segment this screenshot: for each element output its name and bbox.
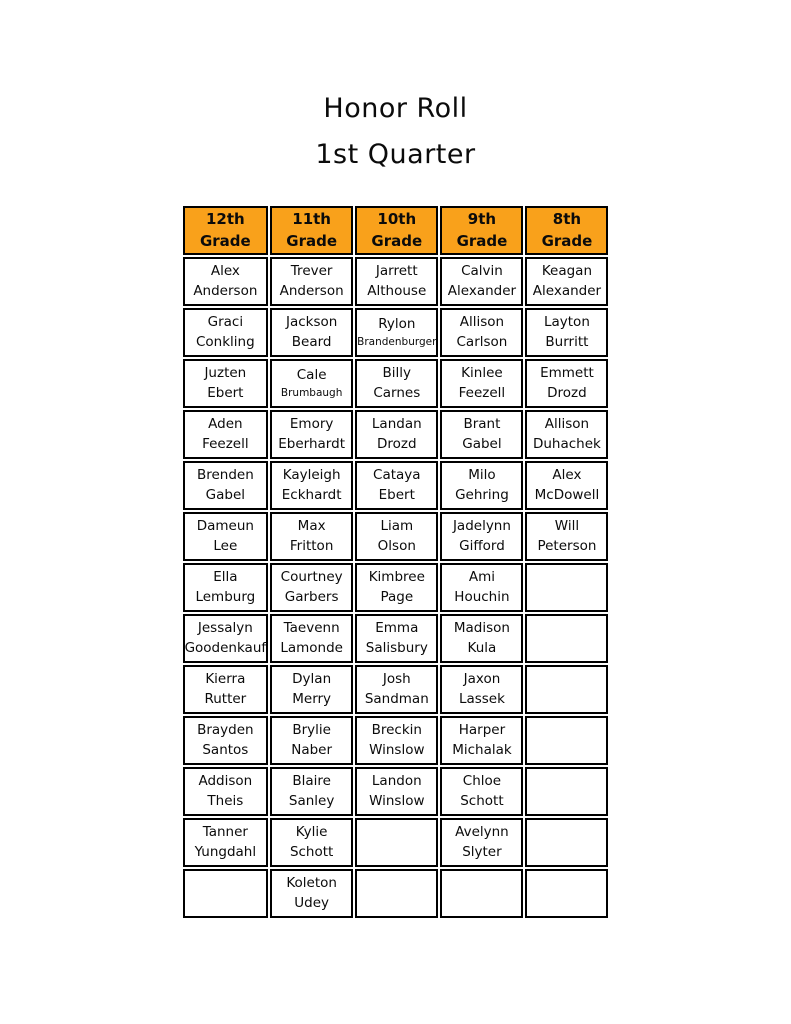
table-row: [183, 512, 609, 561]
student-cell: [183, 512, 269, 561]
student-last-name: Udey: [294, 895, 330, 912]
column-header-12th-grade: [183, 206, 269, 255]
student-last-name: Sanley: [288, 793, 335, 810]
header-row: [183, 206, 609, 255]
header-grade-word: Grade: [456, 232, 508, 251]
student-cell: [355, 257, 438, 306]
student-first-name: Juzten: [204, 365, 247, 382]
student-last-name: Alexander: [447, 283, 517, 300]
student-cell: [270, 359, 353, 408]
student-last-name: Drozd: [547, 385, 587, 402]
student-last-name: Goodenkauf: [184, 640, 267, 657]
student-first-name: Brylie: [292, 722, 331, 739]
student-first-name: Breckin: [371, 722, 422, 739]
empty-cell: [525, 614, 608, 663]
student-last-name: Gehring: [455, 487, 509, 504]
student-cell: [183, 767, 269, 816]
student-cell: [525, 359, 608, 408]
student-first-name: Taevenn: [283, 620, 340, 637]
student-cell: [270, 512, 353, 561]
student-cell: [355, 512, 438, 561]
empty-cell: [183, 869, 269, 918]
student-last-name: Gabel: [462, 436, 502, 453]
student-first-name: Calvin: [461, 263, 503, 280]
student-last-name: Lee: [213, 538, 238, 555]
student-cell: [183, 716, 269, 765]
student-cell: [355, 410, 438, 459]
header-grade-number: 8th: [552, 209, 582, 228]
student-last-name: Fritton: [289, 538, 334, 555]
column-header-9th-grade: [440, 206, 523, 255]
student-first-name: Emma: [375, 620, 419, 637]
document-title: [0, 0, 791, 179]
student-last-name: Olson: [377, 538, 416, 555]
student-last-name: Beard: [291, 334, 332, 351]
header-grade-word: Grade: [199, 232, 251, 251]
table-row: [183, 563, 609, 612]
student-first-name: Alex: [210, 263, 240, 280]
student-last-name: Feezell: [458, 385, 506, 402]
student-cell: [183, 665, 269, 714]
table-row: [183, 410, 609, 459]
student-cell: [440, 359, 523, 408]
student-first-name: Aden: [208, 416, 243, 433]
student-last-name: Rutter: [204, 691, 247, 708]
student-first-name: Jarrett: [375, 263, 418, 280]
table-header: [183, 206, 609, 255]
student-first-name: Addison: [198, 773, 253, 790]
student-first-name: Josh: [382, 671, 411, 688]
student-first-name: Keagan: [541, 263, 593, 280]
student-last-name: Brandenburger: [357, 335, 437, 348]
student-first-name: Layton: [543, 314, 590, 331]
student-cell: [440, 614, 523, 663]
student-first-name: Jadelynn: [452, 518, 511, 535]
student-last-name: Alexander: [532, 283, 602, 300]
title-line-honor-roll: Honor Roll: [323, 93, 468, 124]
table-row: [183, 767, 609, 816]
student-first-name: Brenden: [196, 467, 254, 484]
empty-cell: [525, 869, 608, 918]
student-first-name: Dylan: [292, 671, 332, 688]
column-header-10th-grade: [355, 206, 438, 255]
header-grade-word: Grade: [541, 232, 593, 251]
table-row: [183, 818, 609, 867]
student-first-name: Tanner: [202, 824, 248, 841]
student-first-name: Madison: [453, 620, 510, 637]
empty-cell: [440, 869, 523, 918]
student-cell: [525, 512, 608, 561]
student-first-name: Alex: [552, 467, 582, 484]
table-row: [183, 614, 609, 663]
student-first-name: Emory: [289, 416, 334, 433]
student-cell: [525, 257, 608, 306]
student-cell: [355, 767, 438, 816]
student-first-name: Ami: [468, 569, 495, 586]
student-first-name: Blaire: [292, 773, 331, 790]
student-last-name: Ebert: [378, 487, 415, 504]
student-last-name: Eckhardt: [281, 487, 342, 504]
student-last-name: Winslow: [369, 742, 425, 759]
student-last-name: Duhachek: [532, 436, 601, 453]
student-last-name: McDowell: [534, 487, 600, 504]
student-cell: [440, 512, 523, 561]
student-cell: [440, 716, 523, 765]
student-cell: [525, 308, 608, 357]
student-last-name: Burritt: [545, 334, 589, 351]
student-first-name: Kayleigh: [282, 467, 341, 484]
student-last-name: Gabel: [205, 487, 246, 504]
column-header-11th-grade: [270, 206, 353, 255]
student-first-name: Rylon: [378, 316, 416, 333]
student-last-name: Peterson: [537, 538, 597, 555]
student-first-name: Harper: [458, 722, 506, 739]
student-last-name: Lemburg: [195, 589, 256, 606]
header-grade-number: 12th: [205, 209, 245, 228]
student-last-name: Page: [380, 589, 414, 606]
student-cell: [270, 308, 353, 357]
student-cell: [440, 767, 523, 816]
student-cell: [270, 257, 353, 306]
table-row: [183, 665, 609, 714]
student-last-name: Theis: [207, 793, 244, 810]
student-cell: [355, 716, 438, 765]
empty-cell: [355, 869, 438, 918]
student-first-name: Allison: [544, 416, 590, 433]
student-last-name: Feezell: [202, 436, 249, 453]
student-cell: [440, 257, 523, 306]
student-last-name: Schott: [289, 844, 334, 861]
student-first-name: Landan: [371, 416, 422, 433]
student-cell: [440, 563, 523, 612]
student-first-name: Cataya: [373, 467, 421, 484]
empty-cell: [525, 563, 608, 612]
student-first-name: Kierra: [205, 671, 246, 688]
student-first-name: Kimbree: [368, 569, 425, 586]
table-row: [183, 869, 609, 918]
student-first-name: Jessalyn: [197, 620, 253, 637]
empty-cell: [525, 818, 608, 867]
student-last-name: Yungdahl: [194, 844, 257, 861]
student-last-name: Drozd: [377, 436, 417, 453]
student-cell: [355, 614, 438, 663]
student-last-name: Brumbaugh: [280, 386, 343, 399]
student-cell: [440, 665, 523, 714]
student-last-name: Carnes: [373, 385, 421, 402]
student-first-name: Liam: [380, 518, 414, 535]
student-cell: [355, 308, 438, 357]
student-first-name: Kinlee: [461, 365, 503, 382]
student-first-name: Will: [554, 518, 580, 535]
student-last-name: Anderson: [193, 283, 258, 300]
empty-cell: [525, 767, 608, 816]
student-first-name: Ella: [213, 569, 238, 586]
student-last-name: Sandman: [364, 691, 429, 708]
student-cell: [183, 563, 269, 612]
table-row: [183, 257, 609, 306]
student-cell: [355, 461, 438, 510]
student-first-name: Koleton: [286, 875, 337, 892]
student-cell: [355, 665, 438, 714]
student-cell: [440, 818, 523, 867]
honor-roll-table: [181, 204, 611, 920]
table-row: [183, 716, 609, 765]
student-last-name: Ebert: [207, 385, 244, 402]
student-last-name: Carlson: [456, 334, 508, 351]
student-cell: [270, 410, 353, 459]
student-first-name: Brayden: [197, 722, 254, 739]
student-cell: [270, 716, 353, 765]
empty-cell: [525, 716, 608, 765]
student-last-name: Kula: [467, 640, 497, 657]
student-last-name: Althouse: [367, 283, 427, 300]
student-last-name: Schott: [460, 793, 504, 810]
student-cell: [183, 359, 269, 408]
student-last-name: Santos: [202, 742, 249, 759]
student-last-name: Lassek: [458, 691, 505, 708]
student-first-name: Cale: [296, 367, 327, 384]
header-grade-number: 11th: [292, 209, 331, 228]
student-first-name: Chloe: [462, 773, 502, 790]
student-last-name: Eberhardt: [278, 436, 345, 453]
student-cell: [183, 461, 269, 510]
student-cell: [270, 665, 353, 714]
student-cell: [525, 410, 608, 459]
student-first-name: Trever: [290, 263, 333, 280]
student-first-name: Jackson: [285, 314, 338, 331]
empty-cell: [355, 818, 438, 867]
student-last-name: Lamonde: [280, 640, 343, 657]
student-first-name: Kylie: [295, 824, 328, 841]
student-cell: [440, 461, 523, 510]
student-first-name: Max: [297, 518, 326, 535]
student-cell: [183, 257, 269, 306]
student-last-name: Michalak: [452, 742, 512, 759]
table-row: [183, 461, 609, 510]
student-cell: [440, 410, 523, 459]
student-cell: [183, 410, 269, 459]
student-cell: [183, 614, 269, 663]
title-line-quarter: 1st Quarter: [315, 139, 476, 171]
student-first-name: Billy: [382, 365, 412, 382]
student-last-name: Gifford: [459, 538, 505, 555]
student-last-name: Salisbury: [365, 640, 428, 657]
student-first-name: Dameun: [196, 518, 254, 535]
student-last-name: Slyter: [462, 844, 502, 861]
student-cell: [183, 818, 269, 867]
student-last-name: Anderson: [279, 283, 344, 300]
student-cell: [270, 869, 353, 918]
student-last-name: Garbers: [284, 589, 339, 606]
header-grade-number: 10th: [377, 209, 417, 228]
student-cell: [270, 461, 353, 510]
student-first-name: Emmett: [540, 365, 594, 382]
student-last-name: Conkling: [196, 334, 255, 351]
table-body: [183, 257, 609, 918]
student-first-name: Allison: [459, 314, 505, 331]
header-grade-word: Grade: [286, 232, 338, 251]
student-cell: [440, 308, 523, 357]
header-grade-number: 9th: [467, 209, 497, 228]
student-first-name: Avelynn: [455, 824, 509, 841]
student-cell: [270, 614, 353, 663]
student-last-name: Merry: [292, 691, 332, 708]
student-last-name: Winslow: [369, 793, 425, 810]
student-first-name: Courtney: [280, 569, 343, 586]
student-cell: [270, 767, 353, 816]
column-header-8th-grade: [525, 206, 608, 255]
header-grade-word: Grade: [371, 232, 423, 251]
student-first-name: Jaxon: [463, 671, 501, 688]
student-cell: [270, 818, 353, 867]
student-last-name: Naber: [291, 742, 333, 759]
student-cell: [355, 359, 438, 408]
student-cell: [270, 563, 353, 612]
student-last-name: Houchin: [454, 589, 510, 606]
student-cell: [525, 461, 608, 510]
student-first-name: Milo: [468, 467, 496, 484]
table-row: [183, 359, 609, 408]
empty-cell: [525, 665, 608, 714]
student-first-name: Brant: [463, 416, 501, 433]
student-first-name: Landon: [371, 773, 422, 790]
student-cell: [355, 563, 438, 612]
table-row: [183, 308, 609, 357]
student-cell: [183, 308, 269, 357]
student-first-name: Graci: [207, 314, 244, 331]
